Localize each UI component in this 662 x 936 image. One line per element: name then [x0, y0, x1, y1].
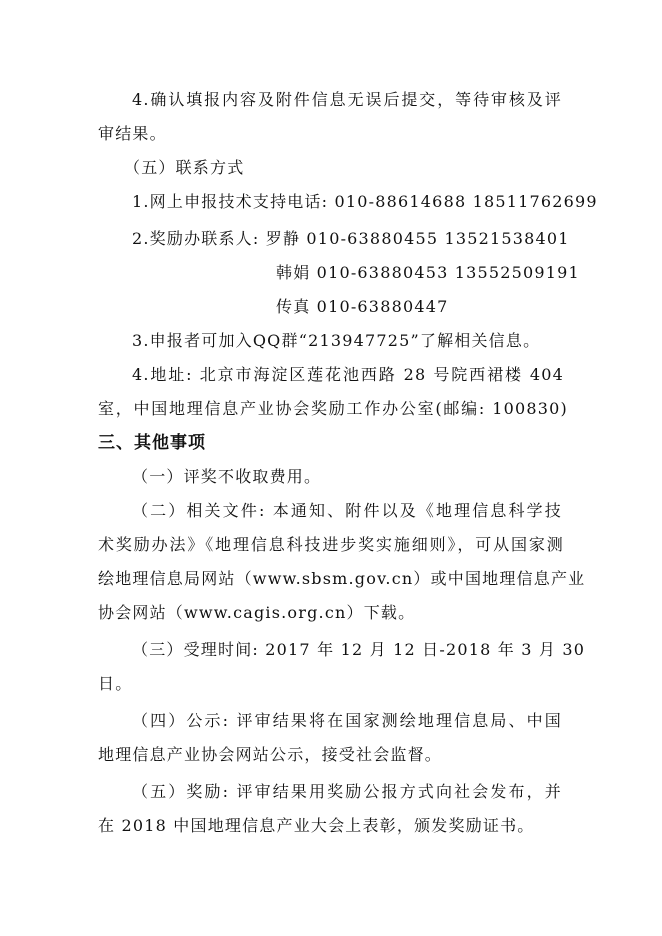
paragraph-line: 术奖励办法》《地理信息科技进步奖实施细则》，可从国家测 — [98, 535, 564, 554]
paragraph-line: （四）公示: 评审结果将在国家测绘地理信息局、中国 — [132, 711, 562, 730]
paragraph-line: 地理信息产业协会网站公示，接受社会监督。 — [98, 745, 443, 764]
contact-person-line: 2.奖励办联系人: 罗静 010-63880455 13521538401 — [132, 229, 570, 248]
paragraph-line: （三）受理时间: 2017 年 12 月 12 日-2018 年 3 月 30 — [132, 640, 586, 659]
address-line: 4.地址: 北京市海淀区莲花池西路 28 号院西裙楼 404 — [132, 365, 564, 384]
paragraph-line: 3.申报者可加入QQ群“213947725”了解相关信息。 — [132, 331, 541, 350]
section-heading: 三、其他事项 — [98, 433, 206, 453]
paragraph-line: 审结果。 — [98, 124, 167, 143]
contact-person-line: 韩娟 010-63880453 13552509191 — [276, 263, 580, 282]
paragraph-line: 协会网站（www.cagis.org.cn）下载。 — [98, 603, 416, 622]
paragraph-line: （二）相关文件: 本通知、附件以及《地理信息科学技 — [132, 501, 562, 520]
paragraph-line: 日。 — [98, 674, 133, 693]
paragraph-line: 4.确认填报内容及附件信息无误后提交，等待审核及评 — [132, 90, 562, 109]
paragraph-line: （五）奖励: 评审结果用奖励公报方式向社会发布，并 — [132, 782, 562, 801]
paragraph-line: （一）评奖不收取费用。 — [132, 467, 322, 486]
contact-fax-line: 传真 010-63880447 — [276, 297, 449, 316]
paragraph-line: 绘地理信息局网站（www.sbsm.gov.cn）或中国地理信息产业 — [98, 569, 586, 588]
paragraph-line: 在 2018 中国地理信息产业大会上表彰，颁发奖励证书。 — [98, 816, 535, 835]
address-line: 室，中国地理信息产业协会奖励工作办公室(邮编: 100830) — [98, 399, 568, 418]
section-subheading: （五）联系方式 — [124, 158, 245, 177]
contact-phone-line: 1.网上申报技术支持电话: 010-88614688 18511762699 — [132, 192, 598, 211]
